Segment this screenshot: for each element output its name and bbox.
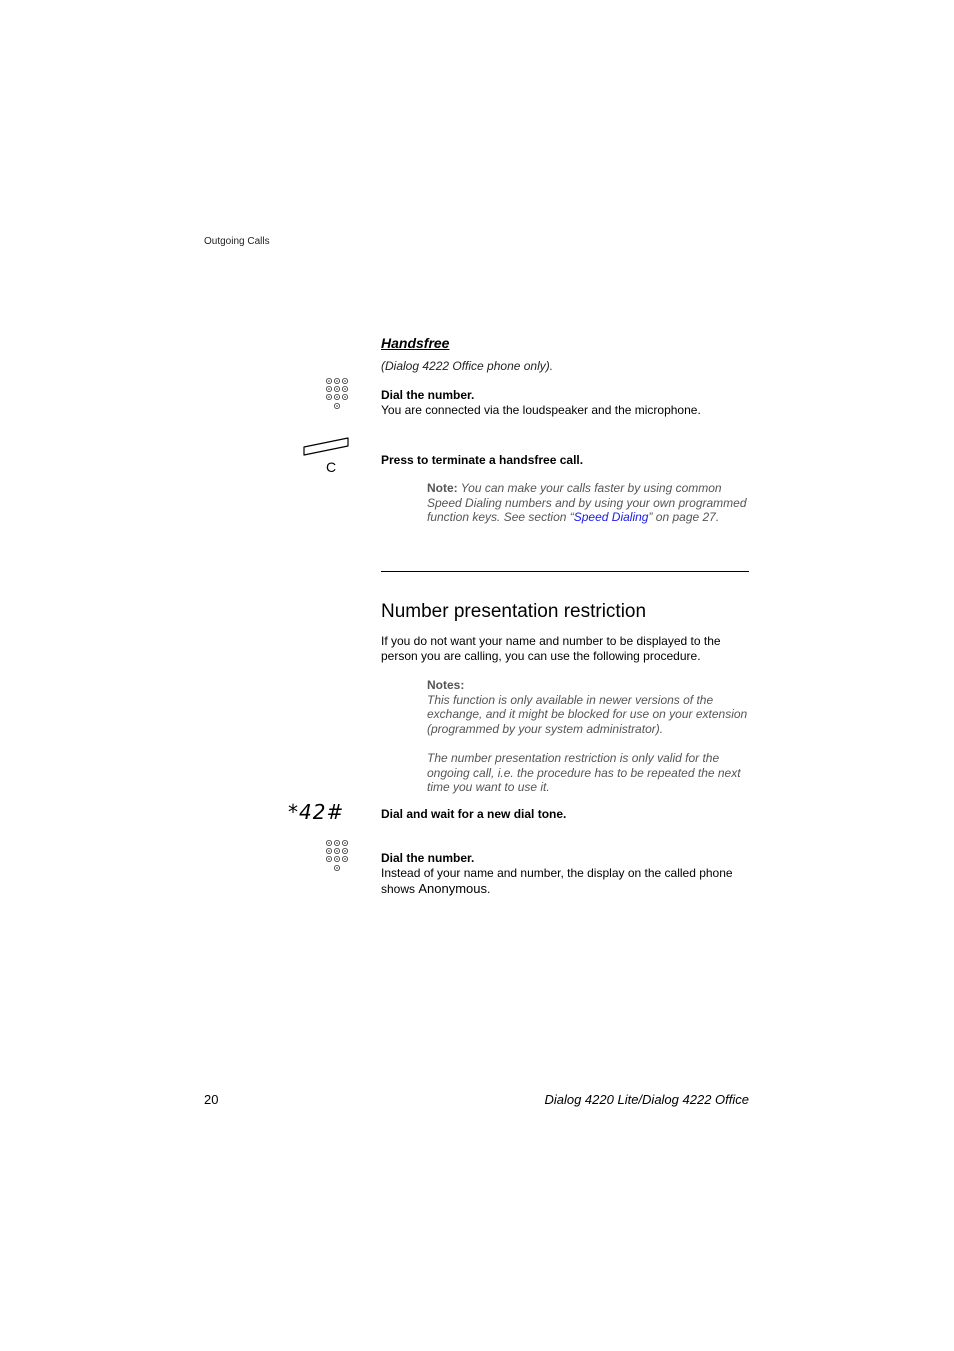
step-bold: Dial the number. (381, 388, 475, 402)
dial-code: *42# (288, 800, 345, 824)
product-name: Dialog 4220 Lite/Dialog 4222 Office (544, 1092, 749, 1107)
step-text-end: . (487, 882, 491, 896)
anonymous-display-text: Anonymous (418, 881, 488, 896)
note-lead: Note: (427, 481, 458, 495)
restriction-step-dial (381, 851, 751, 897)
handsfree-step-terminate (381, 453, 761, 468)
note-text: You can make your calls faster by using common Speed Dialing numbers and by using your own programmed function keys. See section “ (427, 481, 747, 525)
page-number: 20 (204, 1092, 219, 1107)
section-heading-restriction: Number presentation restriction (381, 601, 647, 622)
keypad-icon (324, 839, 352, 875)
step-bold: Dial the number. (381, 851, 475, 865)
speed-dialing-link[interactable]: Speed Dialing (573, 510, 649, 525)
note-2: The number presentation restriction is only valid for the ongoing call, i.e. the procedure has to be repeated the next time you want to use it. (427, 750, 741, 795)
restriction-intro: If you do not want your name and number to be displayed to the person you are calling, you can use the following procedure. (381, 634, 721, 663)
clear-key-label: C (326, 459, 337, 475)
note-1: This function is only available in newer versions of the exchange, and it might be blocked for use on your extension (programmed by your system administrator). (427, 692, 748, 736)
section-title-handsfree: Handsfree (381, 335, 450, 351)
handsfree-note (427, 481, 757, 525)
step-text: You are connected via the loudspeaker and the microphone. (381, 403, 701, 417)
handsfree-subtitle: (Dialog 4222 Office phone only). (381, 359, 554, 373)
section-divider (381, 571, 749, 572)
step-text: Instead of your name and number, the display on the called phone shows (381, 866, 733, 896)
handsfree-step-dial (381, 388, 761, 418)
restriction-notes (427, 678, 757, 795)
restriction-step-code (381, 807, 761, 822)
note-text-end: ” on page 27. (648, 510, 720, 525)
keypad-icon (324, 377, 352, 413)
notes-lead: Notes: (427, 678, 465, 692)
step-bold: Dial and wait for a new dial tone. (381, 807, 567, 821)
clear-key-icon (300, 434, 352, 460)
running-header: Outgoing Calls (204, 236, 270, 247)
step-bold: Press to terminate a handsfree call. (381, 453, 584, 467)
